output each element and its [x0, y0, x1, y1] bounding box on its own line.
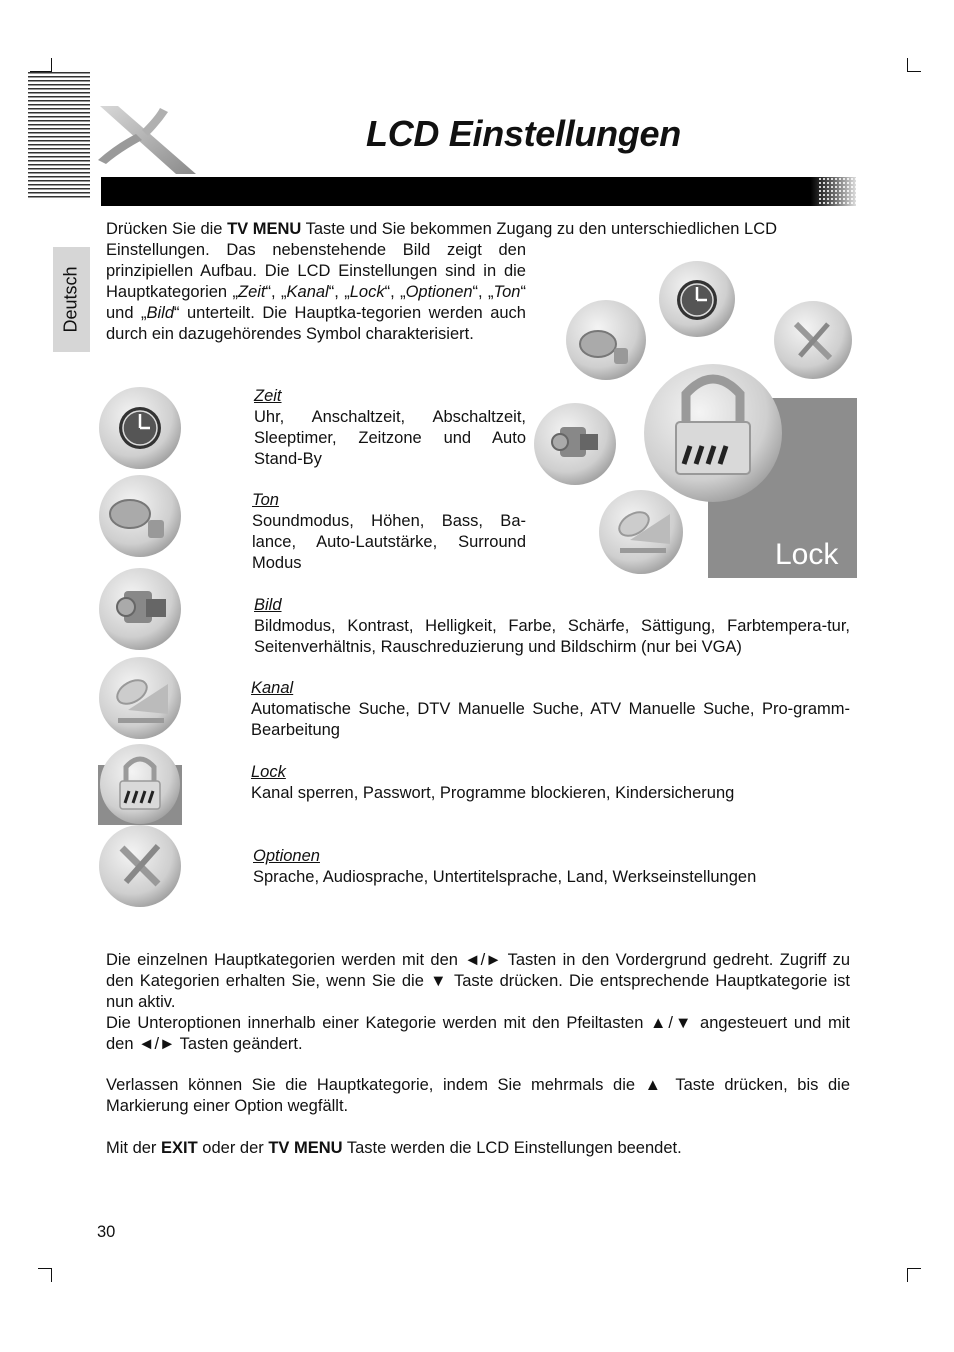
- camera-icon: [98, 567, 182, 651]
- intro-text: “, „: [384, 283, 406, 301]
- decorative-stripes: [28, 72, 90, 200]
- category-lock: [251, 762, 850, 804]
- category-title: Bild: [254, 596, 282, 614]
- page-title: LCD Einstellungen: [366, 113, 681, 154]
- crop-mark-bottom-left: [38, 1268, 52, 1282]
- crop-mark-bottom-right: [907, 1268, 921, 1282]
- instruction-paragraph-1: Die einzelnen Hauptkategorien werden mit den ◄/► Tasten in den Vordergrund gedreht. Zugriff zu den Kategorien erhalten Sie, wenn Sie die ▼ Taste drücken. Die entsprechende Hauptkategorie ist nun aktiv.: [106, 951, 850, 1011]
- clock-icon: [98, 386, 182, 470]
- menu-tools-bubble: [774, 301, 852, 379]
- category-title: Kanal: [251, 679, 294, 697]
- intro-text: “ unterteilt. Die Hauptka-tegorien werden auch durch ein dazugehörendes Symbol charakterisiert.: [106, 304, 526, 343]
- category-kanal: [251, 678, 850, 741]
- title-bar-dot-pattern: [818, 177, 856, 206]
- instruction-paragraph-2: Die Unteroptionen innerhalb einer Kategorie werden mit den Pfeiltasten ▲/▼ angesteuert und mit den ◄/► Tasten geändert.: [106, 1014, 850, 1053]
- menu-sound-bubble: [566, 300, 646, 380]
- instruction-text: Mit der: [106, 1139, 162, 1157]
- instruction-paragraph-3: Verlassen können Sie die Hauptkategorie, indem Sie mehrmals die ▲ Taste drücken, bis die Markierung einer Option wegfällt.: [106, 1076, 850, 1115]
- menu-clock-bubble: [659, 261, 735, 337]
- intro-text: “ und „: [106, 283, 526, 322]
- brand-x-logo: [96, 104, 198, 176]
- category-ref-ton: Ton: [493, 283, 521, 301]
- category-zeit: [254, 386, 526, 470]
- padlock-icon: [98, 743, 182, 827]
- category-ref-zeit: Zeit: [238, 283, 266, 301]
- title-bar: [101, 177, 856, 206]
- menu-satellite-bubble: [599, 490, 683, 574]
- tv-menu-key: TV MENU: [227, 220, 302, 238]
- intro-text: Taste und Sie bekommen Zugang zu den unterschiedlichen LCD: [301, 220, 778, 238]
- menu-overview-graphic: [530, 252, 857, 578]
- language-tab-label: Deutsch: [61, 266, 82, 333]
- category-title: Optionen: [253, 847, 320, 865]
- category-bild: [254, 595, 850, 658]
- category-title: Zeit: [254, 387, 282, 405]
- crop-mark-top-left: [30, 58, 52, 72]
- category-ref-bild: Bild: [146, 304, 175, 322]
- intro-text: “, „: [472, 283, 494, 301]
- intro-paragraph: [106, 240, 526, 345]
- category-ref-lock: Lock: [349, 283, 385, 301]
- category-description: Bildmodus, Kontrast, Helligkeit, Farbe, Schärfe, Sättigung, Farbtempera-tur, Seitenverhältnis, Rauschreduzierung und Bildschirm (nur bei VGA): [254, 617, 850, 656]
- lock-panel-label: Lock: [775, 538, 839, 571]
- exit-key: EXIT: [161, 1139, 198, 1157]
- category-ref-optionen: Optionen: [405, 283, 473, 301]
- category-description: Uhr, Anschaltzeit, Abschaltzeit, Sleeptimer, Zeitzone und Auto Stand-By: [254, 408, 526, 468]
- language-tab: [53, 247, 90, 352]
- category-title: Ton: [252, 491, 279, 509]
- sound-icon: [98, 474, 182, 558]
- intro-text: “, „: [328, 283, 350, 301]
- instruction-paragraph-4: [106, 1138, 850, 1159]
- instruction-text: oder der: [197, 1139, 269, 1157]
- category-description: Automatische Suche, DTV Manuelle Suche, ATV Manuelle Suche, Pro-gramm-Bearbeitung: [251, 700, 850, 739]
- instruction-text: Taste werden die LCD Einstellungen beendet.: [342, 1139, 682, 1157]
- category-description: Soundmodus, Höhen, Bass, Ba-lance, Auto-Lautstärke, Surround Modus: [252, 512, 526, 572]
- tools-icon: [98, 824, 182, 908]
- crop-mark-top-right: [907, 58, 921, 72]
- satellite-dish-icon: [98, 656, 182, 740]
- category-optionen: [253, 846, 850, 888]
- category-title: Lock: [251, 763, 286, 781]
- tv-menu-key: TV MENU: [268, 1139, 343, 1157]
- category-ton: [252, 490, 526, 574]
- menu-camera-bubble: [534, 403, 616, 485]
- category-description: Sprache, Audiosprache, Untertitelsprache, Land, Werkseinstellungen: [253, 868, 757, 886]
- menu-lock-bubble: [644, 364, 782, 502]
- intro-text: “, „: [265, 283, 287, 301]
- intro-text: Einstellungen. Das nebenstehende Bild zeigt den prinzipiellen Aufbau. Die LCD Einstellungen sind in die Hauptkategorien „: [106, 241, 526, 301]
- category-ref-kanal: Kanal: [286, 283, 329, 301]
- category-description: Kanal sperren, Passwort, Programme blockieren, Kindersicherung: [251, 784, 735, 802]
- intro-first-line: [106, 219, 850, 240]
- intro-text: Drücken Sie die: [106, 220, 228, 238]
- page-number: 30: [97, 1223, 116, 1241]
